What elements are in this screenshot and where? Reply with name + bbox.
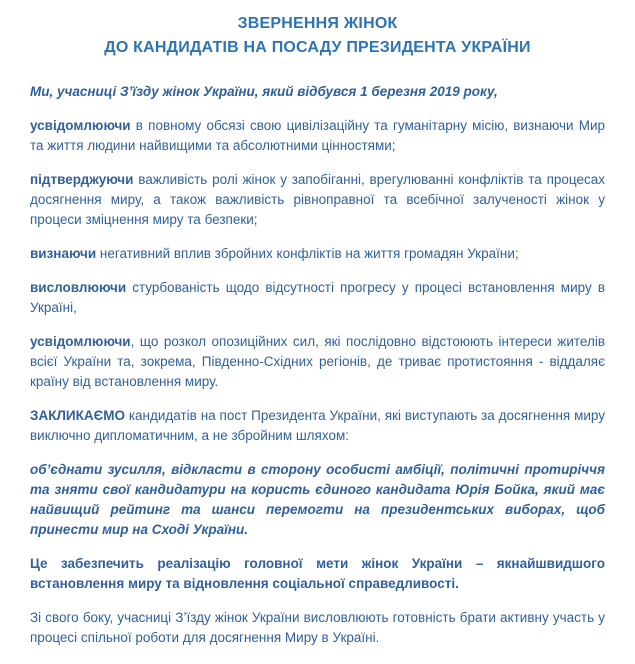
paragraph-text: Ми, учасниці З’їзду жінок України, який відбувся 1 березня 2019 року,: [30, 84, 498, 99]
paragraph-text: Зі свого боку, учасниці З’їзду жінок України висловлюють готовність брати активну участь у процесі спільної роботи для досягнення Миру в Україні.: [30, 610, 605, 645]
paragraph-readiness: [30, 608, 605, 648]
document-title: [30, 12, 605, 60]
paragraph-lead: усвідомлюючи: [30, 334, 131, 349]
paragraph-unite-efforts: [30, 460, 605, 540]
paragraph-lead: усвідомлюючи: [30, 118, 131, 133]
paragraph-main-goal: [30, 554, 605, 594]
paragraph-lead: ЗАКЛИКАЄМО: [30, 408, 125, 423]
paragraph-text: важливість ролі жінок у запобіганні, врегулюванні конфліктів та процесах досягнення миру, а також важливість рівноправної та всебічної залученості жінок у процеси зміцнення миру та безпеки;: [30, 172, 605, 227]
paragraph-text: стурбованість щодо відсутності прогресу у процесі встановлення миру в Україні,: [30, 280, 605, 315]
paragraph-confirming-role: [30, 170, 605, 230]
title-line-2: ДО КАНДИДАТІВ НА ПОСАДУ ПРЕЗИДЕНТА УКРАЇНИ: [104, 39, 531, 56]
paragraph-expressing-concern: [30, 278, 605, 318]
paragraph-text: в повному обсязі свою цивілізаційну та гуманітарну місію, визнаючи Мир та життя людини найвищими та абсолютними цінностями;: [30, 118, 605, 153]
paragraph-text: Це забезпечить реалізацію головної мети жінок України – якнайшвидшого встановлення миру та відновлення соціальної справедливості.: [30, 556, 605, 591]
paragraph-lead: висловлюючи: [30, 280, 127, 295]
paragraph-acknowledging-mission: [30, 116, 605, 156]
title-line-1: ЗВЕРНЕННЯ ЖІНОК: [237, 15, 398, 32]
document-body: [30, 82, 605, 648]
paragraph-text: , що розкол опозиційних сил, які послідовно відстоюють інтереси жителів всієї України та, зокрема, Південно-Східних регіонів, де триває протистояння - віддаляє країну від встановлення миру.: [30, 334, 605, 389]
paragraph-lead: підтверджуючи: [30, 172, 134, 187]
paragraph-lead: визнаючи: [30, 246, 97, 261]
paragraph-text: кандидатів на пост Президента України, які виступають за досягнення миру виключно дипломатичним, а не збройним шляхом:: [30, 408, 605, 443]
paragraph-recognizing-impact: [30, 244, 605, 264]
paragraph-text: негативний вплив збройних конфліктів на життя громадян України;: [96, 246, 519, 261]
paragraph-call-to-candidates: [30, 406, 605, 446]
paragraph-text: об’єднати зусилля, відкласти в сторону особисті амбіції, політичні протиріччя та зняти свої кандидатури на користь єдиного кандидата Юрія Бойка, який має найвищий рейтинг та шанси перемогти на президентських виборах, щоб принести мир на Сході України.: [30, 462, 605, 537]
paragraph-preamble: [30, 82, 605, 102]
paragraph-acknowledging-split: [30, 332, 605, 392]
